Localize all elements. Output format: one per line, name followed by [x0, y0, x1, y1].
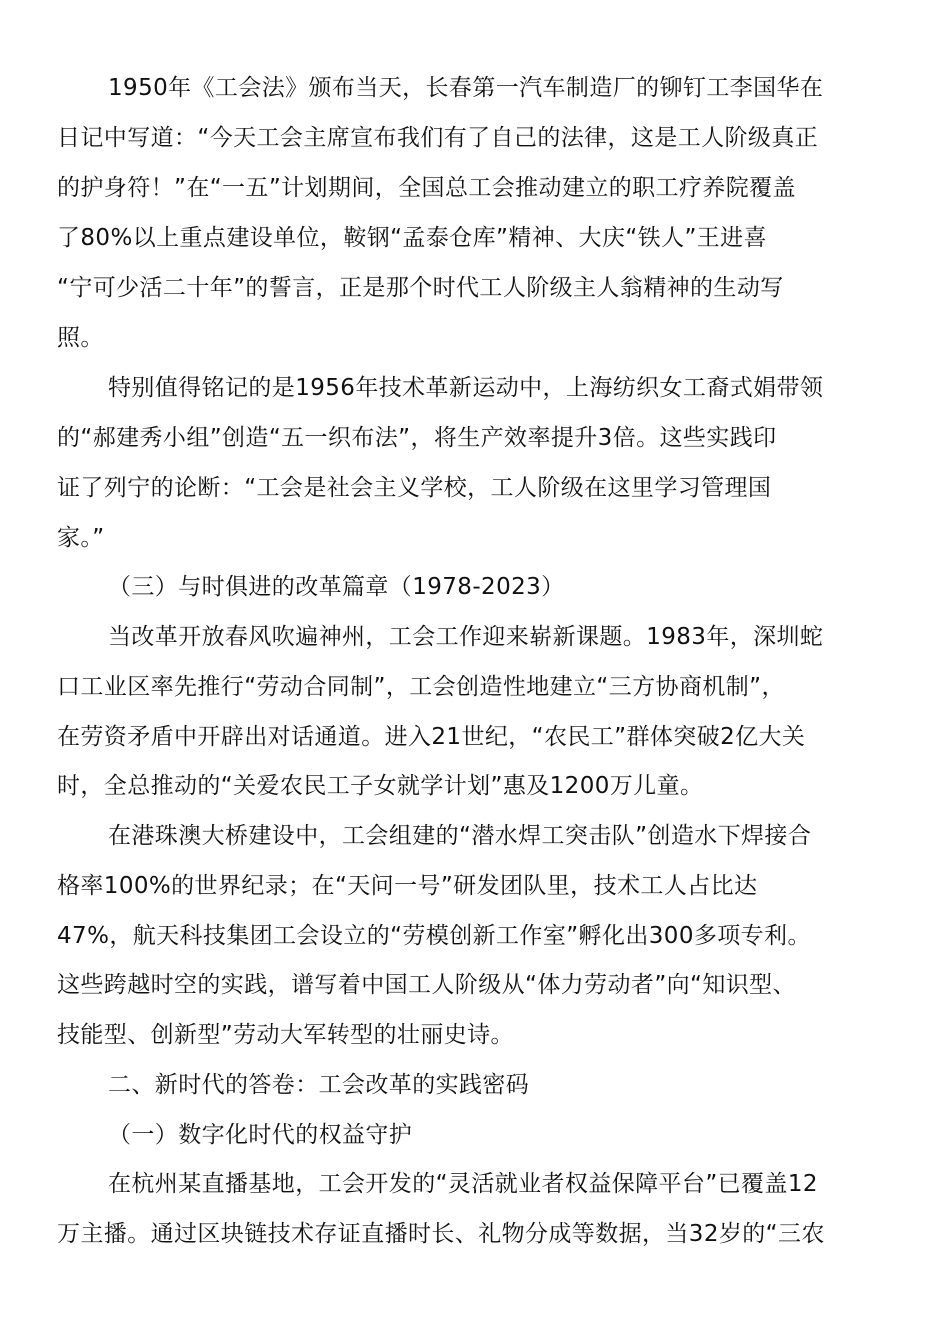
text-line: 万主播。通过区块链技术存证直播时长、礼物分成等数据，当32岁的“三农 — [57, 1221, 825, 1247]
section-heading: （三）与时俱进的改革篇章（1978-2023） — [108, 574, 565, 600]
text-line: 在杭州某直播基地，工会开发的“灵活就业者权益保障平台”已覆盖12 — [108, 1171, 818, 1197]
text-line: 日记中写道：“今天工会主席宣布我们有了自己的法律，这是工人阶级真正 — [57, 125, 819, 151]
text-line: 特别值得铭记的是1956年技术革新运动中，上海纺织女工裔式娟带领 — [108, 375, 824, 401]
text-line: 在港珠澳大桥建设中，工会组建的“潜水焊工突击队”创造水下焊接合 — [108, 823, 812, 849]
text-line: 了80%以上重点建设单位，鞍钢“孟泰仓库”精神、大庆“铁人”王进喜 — [57, 225, 767, 251]
text-line: “宁可少活二十年”的誓言，正是那个时代工人阶级主人翁精神的生动写 — [57, 275, 784, 301]
text-line: 时，全总推动的“关爱农民工子女就学计划”惠及1200万儿童。 — [57, 773, 704, 799]
text-line: 1950年《工会法》颁布当天，长春第一汽车制造厂的铆钉工李国华在 — [108, 75, 824, 101]
text-line: 的护身符！”在“一五”计划期间，全国总工会推动建立的职工疗养院覆盖 — [57, 175, 796, 201]
text-line: 证了列宁的论断：“工会是社会主义学校，工人阶级在这里学习管理国 — [57, 475, 772, 501]
text-line: 这些跨越时空的实践，谱写着中国工人阶级从“体力劳动者”向“知识型、 — [57, 972, 796, 998]
text-line: 47%，航天科技集团工会设立的“劳模创新工作室”孵化出300多项专利。 — [57, 923, 811, 949]
text-line: 技能型、创新型”劳动大军转型的壮丽史诗。 — [57, 1022, 514, 1048]
subsection-heading: （一）数字化时代的权益守护 — [108, 1122, 413, 1148]
text-line: 照。 — [57, 325, 104, 351]
text-line: 家。” — [57, 525, 105, 551]
text-line: 口工业区率先推行“劳动合同制”，工会创造性地建立“三方协商机制”， — [57, 674, 785, 700]
text-line: 的“郝建秀小组”创造“五一织布法”，将生产效率提升3倍。这些实践印 — [57, 425, 777, 451]
section-heading: 二、新时代的答卷：工会改革的实践密码 — [108, 1072, 530, 1098]
text-line: 在劳资矛盾中开辟出对话通道。进入21世纪，“农民工”群体突破2亿大关 — [57, 724, 806, 750]
text-line: 当改革开放春风吹遍神州，工会工作迎来崭新课题。1983年，深圳蛇 — [108, 624, 824, 650]
text-line: 格率100%的世界纪录；在“天问一号”研发团队里，技术工人占比达 — [57, 873, 758, 899]
